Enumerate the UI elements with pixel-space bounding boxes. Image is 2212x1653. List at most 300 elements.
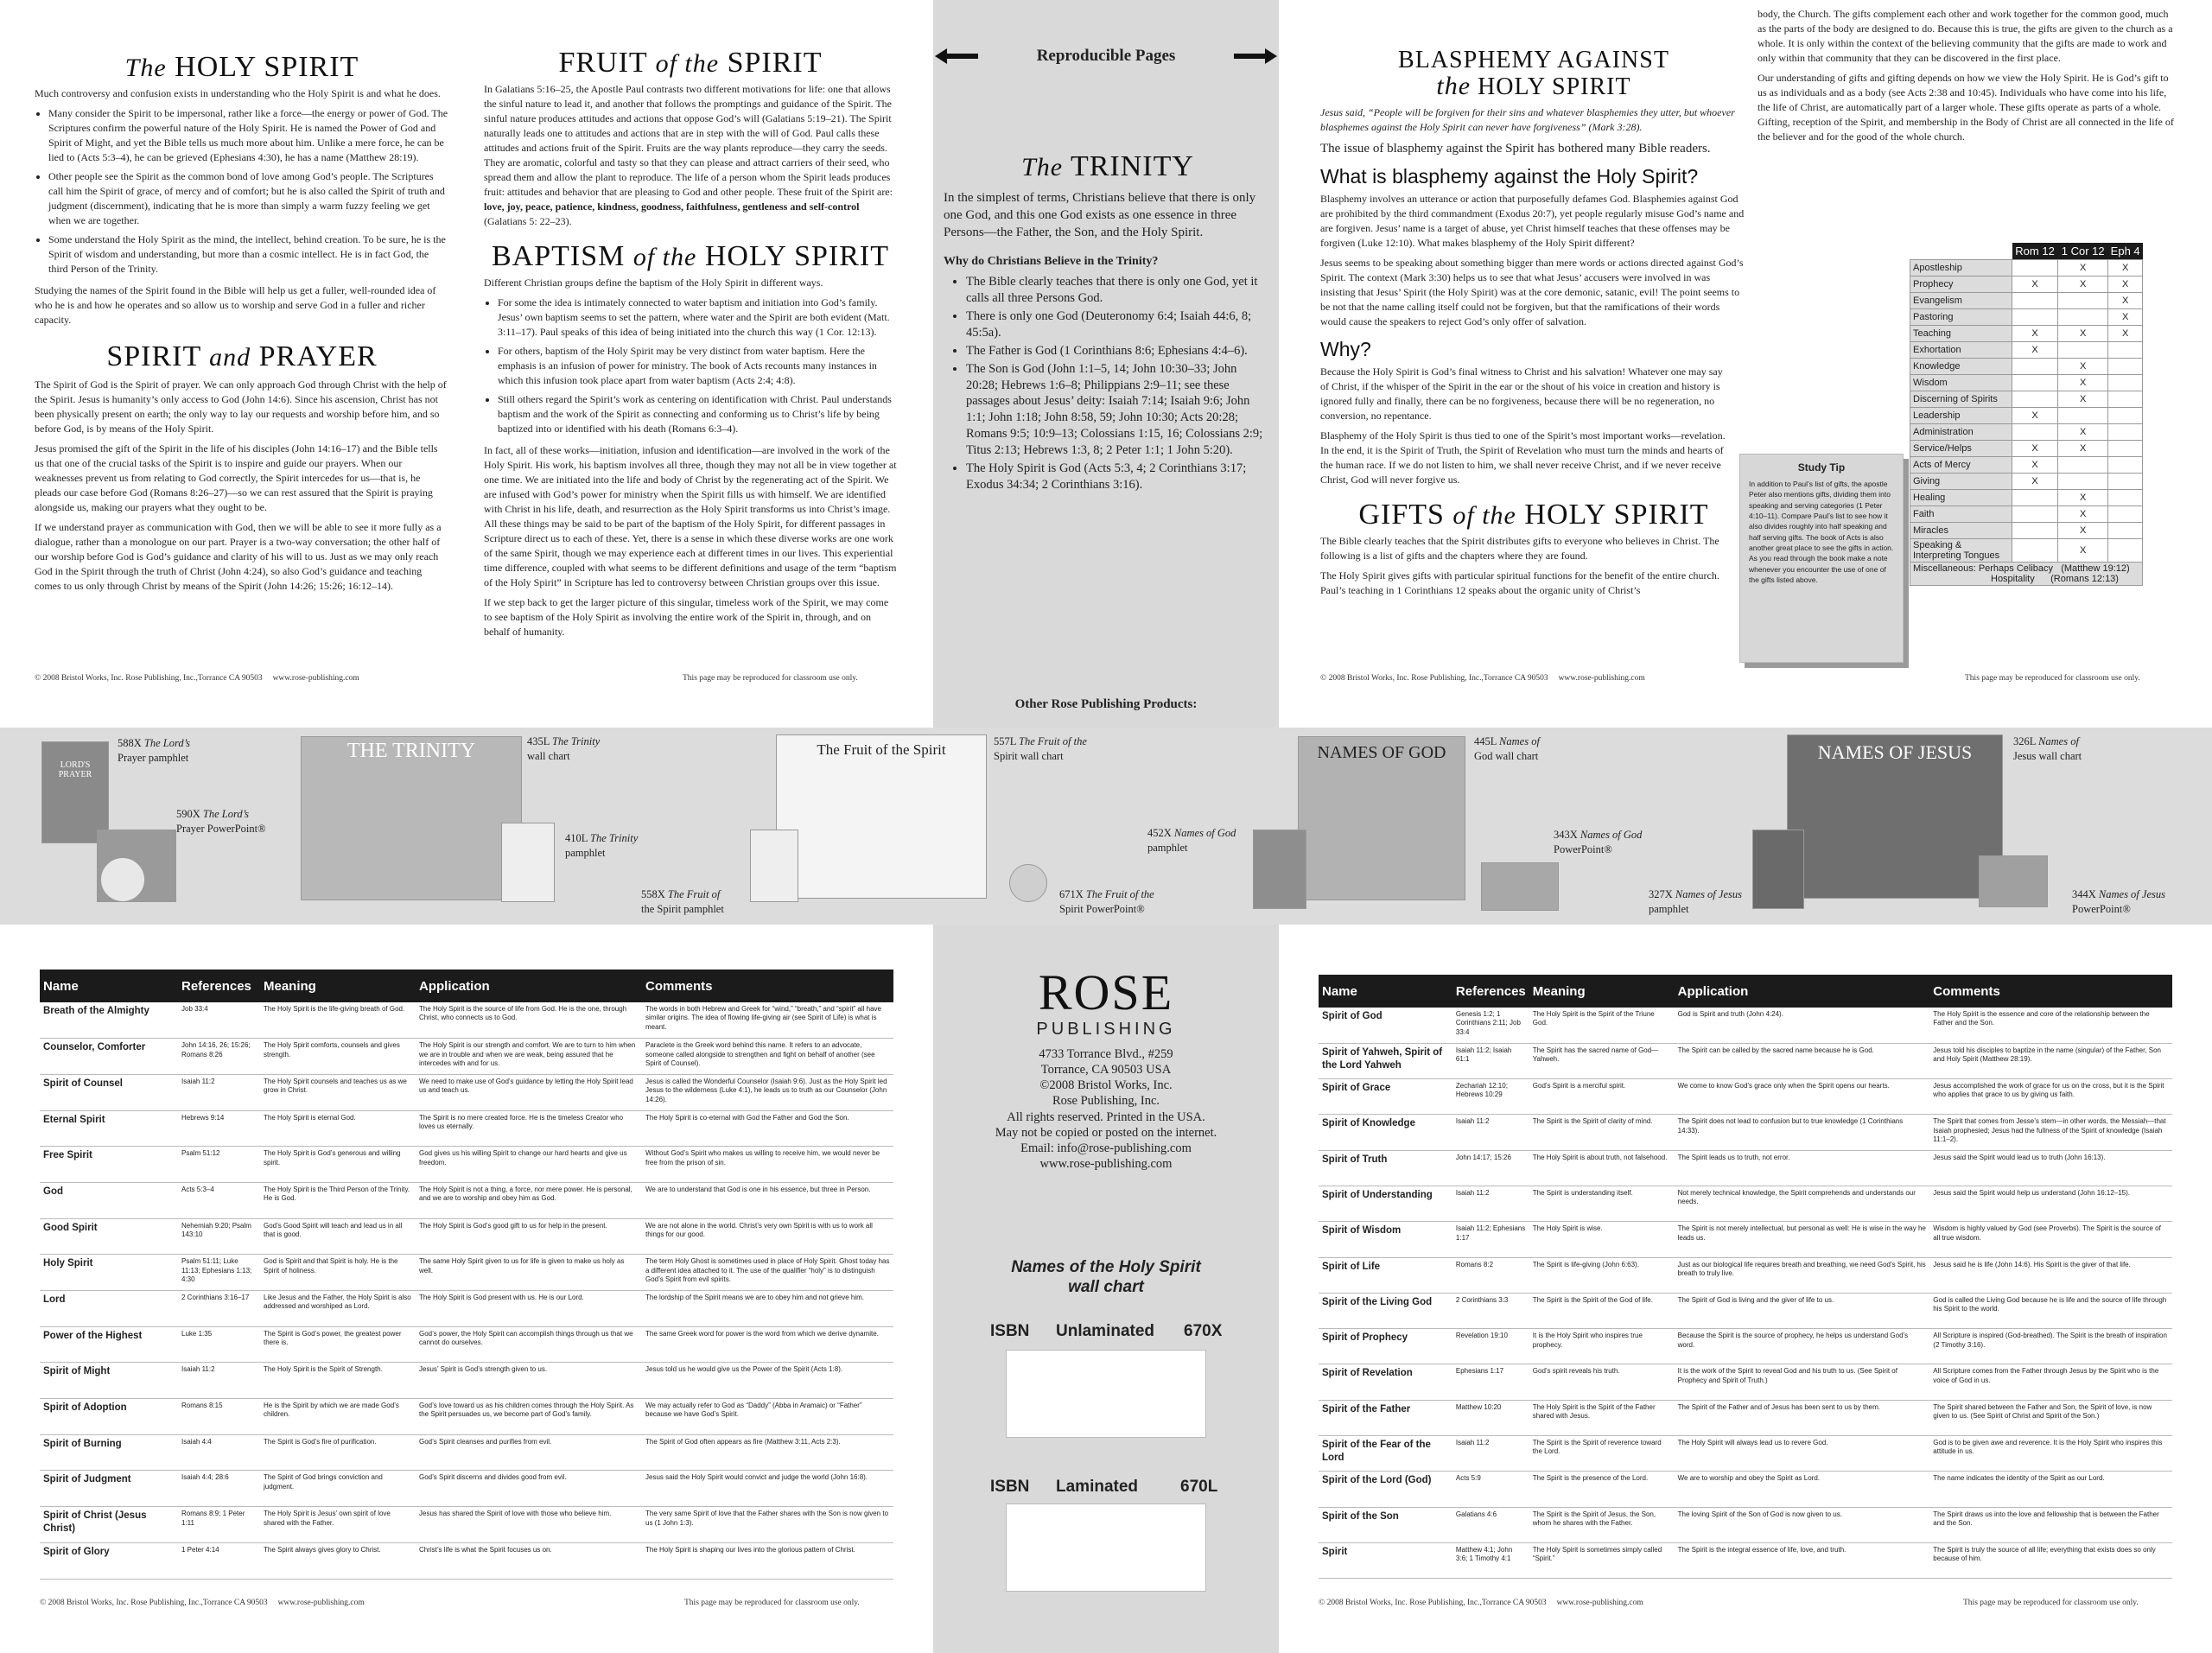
trinity-list — [966, 274, 1272, 493]
references-cell: Job 33:4 — [178, 1002, 260, 1039]
name-cell: Spirit of Glory — [40, 1542, 178, 1579]
comments-cell: Jesus accomplished the work of grace for us on the cross, but it is the Spirit who applies that grace to us by giving us faith. — [1929, 1079, 2172, 1115]
table-row — [40, 1542, 893, 1579]
application-cell: God’s love toward us as his children comes through the Holy Spirit. As the Spirit persuades us, we become part of God’s family. — [416, 1399, 642, 1435]
gift-mark — [2012, 375, 2058, 391]
holy-spirit-bullet: • Many consider the Spirit to be impersonal, rather like a force—the energy or power of God. The Scriptures confirm the powerful nature of the Holy Spirit. He is named the Power of God and Spirit of Might, and yet the Bible tells us much more about him. Unlike a mere force, he can be lied to (Acts 5:3–4), he can be grieved (Ephesians 4:30), he has a name (Matthew 28:19). — [48, 106, 449, 165]
comments-cell: Wisdom is highly valued by God (see Proverbs). The Spirit is the source of all true wisdom. — [1929, 1222, 2172, 1257]
meaning-cell: The Spirit is the presence of the Lord. — [1529, 1472, 1675, 1507]
gift-mark — [2108, 342, 2143, 359]
references-cell: Isaiah 11:2 — [1452, 1115, 1529, 1150]
references-cell: Nehemiah 9:20; Psalm 143:10 — [178, 1218, 260, 1255]
fruit-chart-art-label: The Fruit of the Spirit — [817, 741, 946, 758]
application-cell: Just as our biological life requires breath and breathing, we need God’s Spirit, his breath to truly live. — [1675, 1257, 1930, 1293]
gift-name: Faith — [1910, 506, 2012, 523]
name-cell: Spirit of the Fear of the Lord — [1319, 1436, 1452, 1472]
names-of-god-pamphlet-image — [1253, 830, 1306, 909]
references-cell: Ephesians 1:17 — [1452, 1364, 1529, 1400]
gifts-title: GIFTS of the HOLY SPIRIT — [1358, 499, 1709, 531]
table-row — [1319, 1364, 2172, 1400]
table-row — [1319, 1507, 2172, 1542]
gift-mark — [2108, 359, 2143, 375]
comments-cell: The Holy Spirit is co-eternal with God the Father and God the Son. — [642, 1110, 893, 1147]
meaning-cell: The Holy Spirit is sometimes simply called “Spirit.” — [1529, 1542, 1675, 1578]
references-cell: Psalm 51:12 — [178, 1147, 260, 1183]
gifts-table-row — [1910, 391, 2143, 408]
names-of-jesus-pamphlet-image — [1752, 830, 1804, 909]
name-cell: Spirit of Wisdom — [1319, 1222, 1452, 1257]
gifts-col: Rom 12 — [2012, 243, 2058, 260]
isbn-unlaminated-label: ISBN — [990, 1322, 1030, 1340]
table-row — [1319, 1186, 2172, 1221]
application-cell: God’s Spirit cleanses and purifies from evil. — [416, 1434, 642, 1471]
gift-mark: X — [2108, 260, 2143, 277]
blasphemy-why-heading: Why? — [1320, 338, 1371, 361]
name-cell: Spirit — [1319, 1542, 1452, 1578]
references-cell: Hebrews 9:14 — [178, 1110, 260, 1147]
gift-mark — [2108, 539, 2143, 563]
table-row — [40, 1471, 893, 1507]
meaning-cell: The Spirit is understanding itself. — [1529, 1186, 1675, 1221]
references-cell: Revelation 19:10 — [1452, 1329, 1529, 1364]
table-row — [40, 1291, 893, 1327]
references-cell: Isaiah 11:2 — [178, 1363, 260, 1399]
comments-cell: The lordship of the Spirit means we are to obey him and not grieve him. — [642, 1291, 893, 1327]
gifts-col: 1 Cor 12 — [2058, 243, 2108, 260]
table-row — [40, 1110, 893, 1147]
name-cell: Spirit of Judgment — [40, 1471, 178, 1507]
gift-mark: X — [2058, 441, 2108, 457]
study-tip-body: In addition to Paul’s list of gifts, the apostle Peter also mentions gifts, dividing them into speaking and serving categories (1 Peter 4:10–11). Compare Paul’s list to see how it also divides roughly into half speaking and half serving gifts. The book of Acts is also another great place to see the gifts in action. As you read through the book make a note whenever you encounter the use of one of the gifts listed above. — [1749, 480, 1894, 584]
footer-repro: This page may be reproduced for classroom use only. — [1965, 674, 2140, 683]
names-table-header — [40, 970, 893, 1002]
gift-mark: X — [2058, 523, 2108, 539]
table-row — [1319, 1257, 2172, 1293]
gifts-table-row — [1910, 342, 2143, 359]
meaning-cell: The Holy Spirit is the life-giving breath of God. — [260, 1002, 416, 1039]
panel-top-left — [0, 0, 933, 728]
blasphemy-why-para: Blasphemy of the Holy Spirit is thus tied to one of the Spirit’s most important works—revelation. In the end, it is the Spirit of Truth, the Spirit of Revelation who must turn the minds and hearts of the human race. If we do not listen to him, we shall never receive Christ, and if we never receive Christ, God will never forgive us. — [1320, 429, 1726, 486]
table-row — [1319, 1329, 2172, 1364]
gift-mark — [2108, 523, 2143, 539]
holy-spirit-bullet: • Some understand the Holy Spirit as the mind, the intellect, behind creation. To be sure, he is the Spirit of wisdom and understanding, but more than a cosmic intellect. He is in fact God, the third Person of the Trinity. — [48, 232, 449, 277]
trinity-item: • The Son is God (John 1:1–5, 14; John 10:30–33; John 20:28; Hebrews 1:6–8; Philippians 2:9–11; see these passages about Jesus’ deity: Isaiah 7:14; Isaiah 9:6; John 1:1; John 1:18; John 8:58, 59; John 10:30; Acts 20:28; Romans 9:5; 10:9–13; Colossians 1:15, 16; Colossians 2:9; Titus 2:13; Hebrews 1:3, 8; 2 Peter 1:1; 1 John 5:20). — [966, 361, 1272, 459]
gift-mark — [2012, 523, 2058, 539]
gift-name: Knowledge — [1910, 359, 2012, 375]
table-row — [40, 1507, 893, 1543]
gift-mark: X — [2012, 277, 2058, 293]
table-row — [1319, 1400, 2172, 1435]
gift-mark — [2012, 490, 2058, 506]
gifts-table-row — [1910, 490, 2143, 506]
table-row — [40, 1255, 893, 1291]
product-label-445l: 445L Names of God wall chart — [1474, 735, 1540, 762]
isbn-laminated-kind: Laminated — [1056, 1478, 1139, 1496]
isbn-unlaminated-box — [1006, 1350, 1206, 1438]
fruit-cd-image — [1009, 864, 1047, 902]
trinity-title: The TRINITY — [1021, 150, 1194, 182]
names-table-header — [1319, 975, 2172, 1008]
product-label-327x: 327X Names of Jesus pamphlet — [1649, 888, 1742, 915]
references-cell: John 14:17; 15:26 — [1452, 1150, 1529, 1186]
reproducible-pages-label: Reproducible Pages — [1036, 47, 1176, 65]
fruit-para: In Galatians 5:16–25, the Apostle Paul contrasts two different motivations for life: one that allows the sinful nature to lead it, and another that follows the promptings and guidance of the Spirit. The sinful nature produces attitudes and actions that oppose God’s will (Galatians 5:19–21). The Spirit naturally leads one to attitudes and actions that are in step with the will of God. Paul calls these attitudes and actions fruit of the Spirit. Fruits are the way plants reproduce—they carry the seeds. They are aromatic, colorful and tasty so that they can please and attract carriers of their seed, who spread them and allow the plant to reproduce. The life of a person whom the Spirit leads produces fruit: attitudes and behavior that are pleasing to God and other people. These fruit of the Spirit are: love, joy, peace, patience, kindness, goodness, faithfulness, gentleness and self-control (Galatians 5: 22–23). — [484, 82, 893, 227]
application-cell: The Spirit is the integral essence of life, love, and truth. — [1675, 1542, 1930, 1578]
name-cell: Lord — [40, 1291, 178, 1327]
gift-name: Teaching — [1910, 326, 2012, 342]
comments-cell: The term Holy Ghost is sometimes used in place of Holy Spirit. Ghost today has a different idea attached to it. The use of the qualifier “holy” is to distinguish God’s Spirit from evil spirits. — [642, 1255, 893, 1291]
meaning-cell: The Holy Spirit comforts, counsels and gives strength. — [260, 1039, 416, 1075]
references-cell: Genesis 1:2; 1 Corinthians 2:11; Job 33:4 — [1452, 1008, 1529, 1043]
product-label-452x: 452X Names of God pamphlet — [1147, 827, 1236, 854]
arrow-right-icon — [1234, 48, 1277, 64]
footer-repro: This page may be reproduced for classroom use only. — [683, 674, 858, 683]
gift-name: Miracles — [1910, 523, 2012, 539]
application-cell: We come to know God’s grace only when the Spirit opens our hearts. — [1675, 1079, 1930, 1115]
col-comments: Comments — [642, 970, 893, 1002]
gifts-table-row — [1910, 309, 2143, 326]
name-cell: Breath of the Almighty — [40, 1002, 178, 1039]
col-comments: Comments — [1929, 975, 2172, 1008]
references-cell: Isaiah 11:2 — [1452, 1186, 1529, 1221]
table-row — [40, 1002, 893, 1039]
gift-mark — [2058, 293, 2108, 309]
col-name: Name — [40, 970, 178, 1002]
gift-mark: X — [2108, 309, 2143, 326]
application-cell: The Holy Spirit is God present with us. He is our Lord. — [416, 1291, 642, 1327]
meaning-cell: The Spirit has the sacred name of God—Yahweh. — [1529, 1043, 1675, 1078]
references-cell: Isaiah 4:4; 28:6 — [178, 1471, 260, 1507]
gifts-table-header — [1910, 243, 2143, 260]
other-products-heading: Other Rose Publishing Products: — [1014, 697, 1198, 711]
application-cell: It is the work of the Spirit to reveal God and his truth to us. (See Spirit of Prophecy and Spirit of Truth.) — [1675, 1364, 1930, 1400]
gift-mark — [2058, 408, 2108, 424]
application-cell: The Holy Spirit is our strength and comfort. We are to turn to him when we are in trouble and when we are weak, being assured that he intercedes with and for us. — [416, 1039, 642, 1075]
references-cell: Galatians 4:6 — [1452, 1507, 1529, 1542]
meaning-cell: The Spirit is the Spirit of reverence toward the Lord. — [1529, 1436, 1675, 1472]
meaning-cell: He is the Spirit by which we are made God’s children. — [260, 1399, 416, 1435]
name-cell: Eternal Spirit — [40, 1110, 178, 1147]
comments-cell: The Holy Spirit is shaping our lives into the glorious pattern of Christ. — [642, 1542, 893, 1579]
holy-spirit-title: The HOLY SPIRIT — [124, 51, 359, 83]
gift-mark: X — [2058, 359, 2108, 375]
gift-mark — [2058, 457, 2108, 474]
comments-cell: The very same Spirit of love that the Father shares with the Son is now given to us (1 John 1:3). — [642, 1507, 893, 1543]
gift-name: Evangelism — [1910, 293, 2012, 309]
gift-mark: X — [2012, 474, 2058, 490]
name-cell: Spirit of God — [1319, 1008, 1452, 1043]
spirit-prayer-para: The Spirit of God is the Spirit of prayer. We can only approach God through Christ with the help of the Spirit. Jesus is humanity’s only access to God (John 14:6). Since his ascension, Christ has not been physically present on earth; the only way to lay our requests and worship before him, and so before God, is by means of the Holy Spirit. — [35, 378, 447, 435]
application-cell: Not merely technical knowledge, the Spirit comprehends and understands our needs. — [1675, 1186, 1930, 1221]
gifts-para: The Holy Spirit gives gifts with particular spiritual functions for the benefit of the entire church. Paul’s teaching in 1 Corinthians 12 speaks about the organic unity of Christ’s — [1320, 569, 1719, 597]
holy-spirit-closing: Studying the names of the Spirit found in the Bible will help us get a fuller, well-rounded idea of who he is and how he operates and so allow us to worship and serve God in a fuller and richer capacity. — [35, 284, 436, 327]
holy-spirit-section — [35, 52, 449, 599]
meaning-cell: The Holy Spirit is eternal God. — [260, 1110, 416, 1147]
comments-cell: The Spirit is truly the source of all life; everything that exists does so only because of him. — [1929, 1542, 2172, 1578]
spirit-prayer-title: SPIRIT and PRAYER — [106, 340, 378, 373]
gift-mark: X — [2058, 260, 2108, 277]
table-row — [1319, 1222, 2172, 1257]
gift-mark: X — [2058, 277, 2108, 293]
gift-mark: X — [2012, 342, 2058, 359]
references-cell: 1 Peter 4:14 — [178, 1542, 260, 1579]
trinity-item: • The Holy Spirit is God (Acts 5:3, 4; 2 Corinthians 3:17; Exodus 34:34; 2 Corinthians 3:16). — [966, 461, 1272, 493]
references-cell: Isaiah 4:4 — [178, 1434, 260, 1471]
meaning-cell: The Holy Spirit counsels and teaches us as we grow in Christ. — [260, 1074, 416, 1110]
gifts-para: The Bible clearly teaches that the Spirit distributes gifts to everyone who believes in Christ. The following is a list of gifts and the chapters where they are found. — [1320, 535, 1719, 563]
application-cell: God’s power, the Holy Spirit can accomplish things through us that we cannot do ourselves. — [416, 1326, 642, 1363]
comments-cell: Jesus is called the Wonderful Counselor (Isaiah 9:6). Just as the Holy Spirit led Jesus to the wilderness (Luke 4:1), he leads us to truth as our Counselor (John 14:26). — [642, 1074, 893, 1110]
gift-mark — [2108, 424, 2143, 441]
blasphemy-why-para: Because the Holy Spirit is God’s final witness to Christ and his salvation! Whatever one may say of Christ, if the whisper of the Spirit in the ear or the shout of his voice in creation and history is ignored fully and finally, there can be no forgiveness, because there will be no regeneration, no conversion, no repentance. — [1320, 366, 1723, 423]
name-cell: Spirit of Revelation — [1319, 1364, 1452, 1400]
wall-chart-title: Names of the Holy Spirit wall chart — [1011, 1258, 1201, 1296]
application-cell: The Spirit of God is living and the giver of life to us. — [1675, 1293, 1930, 1328]
gifts-table-row — [1910, 523, 2143, 539]
gifts-table-row — [1910, 277, 2143, 293]
gift-name: Pastoring — [1910, 309, 2012, 326]
gift-mark — [2108, 375, 2143, 391]
application-cell: The Spirit can be called by the sacred name because he is God. — [1675, 1043, 1930, 1078]
product-label-590x: 590X The Lord’s Prayer PowerPoint® — [176, 808, 266, 835]
meaning-cell: The Spirit is God’s fire of purification. — [260, 1434, 416, 1471]
gift-mark: X — [2012, 408, 2058, 424]
gifts-table-row — [1910, 408, 2143, 424]
comments-cell: The words in both Hebrew and Greek for “wind,” “breath,” and “spirit” all have similar origins. The idea of flowing life-giving air (see Spirit of Life) is what is meant. — [642, 1002, 893, 1039]
application-cell: God gives us his willing Spirit to change our hard hearts and give us freedom. — [416, 1147, 642, 1183]
name-cell: Free Spirit — [40, 1147, 178, 1183]
isbn-laminated-label: ISBN — [990, 1478, 1030, 1496]
lords-prayer-art-label: LORD'S PRAYER — [58, 760, 92, 779]
meaning-cell: The Spirit is God’s power, the greatest power there is. — [260, 1326, 416, 1363]
references-cell: Isaiah 11:2; Ephesians 1:17 — [1452, 1222, 1529, 1257]
study-tip-box — [1739, 454, 1904, 663]
footer-copyright: © 2008 Bristol Works, Inc. Rose Publishing, Inc.,Torrance CA 90503 www.rose-publishing.com — [40, 1599, 365, 1607]
comments-cell: Jesus said the Spirit would help us understand (John 16:12–15). — [1929, 1186, 2172, 1221]
name-cell: Spirit of Yahweh, Spirit of the Lord Yahweh — [1319, 1043, 1452, 1078]
name-cell: Spirit of Adoption — [40, 1399, 178, 1435]
comments-cell: God is to be given awe and reverence. It is the Holy Spirit who inspires this attitude in us. — [1929, 1436, 2172, 1472]
baptism-bullet: • For others, baptism of the Holy Spirit may be very distinct from water baptism. Here the emphasis is an infusion of power for ministry. The book of Acts recounts many instances in which this infusion took place apart from water baptism (Acts 2:4; 4:8). — [498, 344, 897, 388]
references-cell: Matthew 10:20 — [1452, 1400, 1529, 1435]
blasphemy-title: BLASPHEMY AGAINST the HOLY SPIRIT — [1398, 47, 1669, 101]
table-row — [40, 1182, 893, 1218]
name-cell: Spirit of Truth — [1319, 1150, 1452, 1186]
gifts-table-row — [1910, 359, 2143, 375]
product-label-343x: 343X Names of God PowerPoint® — [1554, 829, 1643, 855]
fruit-wall-chart-image — [776, 734, 987, 899]
product-label-557l: 557L The Fruit of the Spirit wall chart — [994, 735, 1087, 762]
blasphemy-lead: The issue of blasphemy against the Spirit has bothered many Bible readers. — [1320, 141, 1711, 156]
comments-cell: The same Greek word for power is the word from which we derive dynamite. — [642, 1326, 893, 1363]
gift-name: Giving — [1910, 474, 2012, 490]
name-cell: Spirit of the Lord (God) — [1319, 1472, 1452, 1507]
gift-mark: X — [2058, 506, 2108, 523]
table-row — [1319, 1472, 2172, 1507]
isbn-unlaminated-kind: Unlaminated — [1056, 1322, 1155, 1340]
application-cell: Jesus has shared the Spirit of love with those who believe him. — [416, 1507, 642, 1543]
application-cell: God is Spirit and truth (John 4:24). — [1675, 1008, 1930, 1043]
gift-mark: X — [2012, 326, 2058, 342]
gift-mark — [2108, 457, 2143, 474]
references-cell: Romans 8:15 — [178, 1399, 260, 1435]
gift-mark: X — [2058, 490, 2108, 506]
isbn-laminated-code: 670L — [1180, 1478, 1218, 1496]
gift-name: Exhortation — [1910, 342, 2012, 359]
table-row — [1319, 1542, 2172, 1578]
gifts-table-row — [1910, 293, 2143, 309]
names-of-jesus-ppt-image — [1979, 855, 2048, 907]
meaning-cell: The Holy Spirit is the Third Person of the Trinity. He is God. — [260, 1182, 416, 1218]
references-cell: Psalm 51:11; Luke 11:13; Ephesians 1:13; 4:30 — [178, 1255, 260, 1291]
product-label-344x: 344X Names of Jesus PowerPoint® — [2072, 888, 2165, 915]
gift-mark: X — [2058, 391, 2108, 408]
col-references: References — [178, 970, 260, 1002]
col-references: References — [1452, 975, 1529, 1008]
table-row — [40, 1039, 893, 1075]
name-cell: Spirit of Knowledge — [1319, 1115, 1452, 1150]
comments-cell: The Spirit draws us into the love and fellowship that is between the Father and the Son. — [1929, 1507, 2172, 1542]
gift-mark: X — [2108, 293, 2143, 309]
rose-publishing-block — [950, 964, 1262, 1172]
spirit-prayer-para: Jesus promised the gift of the Spirit in the life of his disciples (John 14:16–17) and the Bible tells us that one of the crucial tasks of the Spirit is to inspire and guide our prayers. When our weaknesses prevent us from relating to God correctly, the Spirit intercedes for us—that is, he pleads our case before God (Romans 8:26–27)—so we can rest assured that the Spirit is praying alongside us, making our prayers what they ought to be. — [35, 442, 438, 514]
meaning-cell: The Spirit is the Spirit of clarity of mind. — [1529, 1115, 1675, 1150]
comments-cell: We are to understand that God is one in his essence, but three in Person. — [642, 1182, 893, 1218]
application-cell: The Holy Spirit is God’s good gift to us for help in the present. — [416, 1218, 642, 1255]
gift-mark — [2058, 309, 2108, 326]
gift-mark — [2108, 391, 2143, 408]
gifts-right-para: body, the Church. The gifts complement each other and work together for the common good, much as the parts of the body are designed to do. Because this is true, the gifts are given to the church as a whole. It is only within the context of the believing community that the gifts are made to work and only within that community that they can be discovered in the first place. — [1758, 8, 2173, 65]
trinity-chart-art-label: THE TRINITY — [346, 740, 476, 762]
meaning-cell: The Holy Spirit is wise. — [1529, 1222, 1675, 1257]
rose-logo-sub: PUBLISHING — [1036, 1020, 1176, 1039]
gift-name: Service/Helps — [1910, 441, 2012, 457]
gift-mark — [2058, 474, 2108, 490]
references-cell: John 14:16, 26; 15:26; Romans 8:26 — [178, 1039, 260, 1075]
gift-mark: X — [2058, 326, 2108, 342]
table-row — [1319, 1150, 2172, 1186]
footer-repro: This page may be reproduced for classroom use only. — [1963, 1599, 2139, 1607]
gift-mark — [2012, 391, 2058, 408]
comments-cell: The Spirit shared between the Father and Son, the Spirit of love, is now given to us. (See Spirit of Christ and Spirit of the Son.) — [1929, 1400, 2172, 1435]
references-cell: Isaiah 11:2 — [1452, 1436, 1529, 1472]
gift-mark — [2012, 506, 2058, 523]
names-of-god-ppt-image — [1481, 862, 1559, 911]
gift-mark — [2108, 490, 2143, 506]
baptism-bullet: • For some the idea is intimately connected to water baptism and initiation into God’s family. Jesus’ own baptism seems to set the pattern, where water and the Spirit are both evident (Matt. 3:11–17). Paul speaks of this idea of being initiated into the church this way (1 Cor. 12:13). — [498, 296, 897, 340]
comments-cell: Jesus told us he would give us the Power of the Spirit (Acts 1:8). — [642, 1363, 893, 1399]
comments-cell: Jesus said he is life (John 14:6). His Spirit is the giver of that life. — [1929, 1257, 2172, 1293]
application-cell: Jesus’ Spirit is God’s strength given to us. — [416, 1363, 642, 1399]
fruit-title: FRUIT of the SPIRIT — [558, 47, 823, 79]
name-cell: God — [40, 1182, 178, 1218]
references-cell: Isaiah 11:2; Isaiah 61:1 — [1452, 1043, 1529, 1078]
application-cell: The Spirit leads us to truth, not error. — [1675, 1150, 1930, 1186]
col-meaning: Meaning — [1529, 975, 1675, 1008]
references-cell: Acts 5:3–4 — [178, 1182, 260, 1218]
baptism-bullet: • Still others regard the Spirit’s work as centering on identification with Christ. Paul understands baptism and the work of the Spirit as connecting and conforming us to Christ’s life by being baptized into or identified with his death (Romans 6:3–4). — [498, 392, 897, 436]
names-god-art-label: NAMES OF GOD — [1317, 743, 1446, 762]
trinity-section — [944, 151, 1272, 494]
meaning-cell: Like Jesus and the Father, the Holy Spirit is also addressed and worshiped as Lord. — [260, 1291, 416, 1327]
table-row — [40, 1399, 893, 1435]
trinity-heading: Why do Christians Believe in the Trinity? — [944, 255, 1159, 269]
meaning-cell: God’s Good Spirit will teach and lead us in all that is good. — [260, 1218, 416, 1255]
gifts-table-row — [1910, 539, 2143, 563]
gifts-table-row — [1910, 474, 2143, 490]
gift-mark — [2012, 309, 2058, 326]
meaning-cell: God’s Spirit is a merciful spirit. — [1529, 1079, 1675, 1115]
comments-cell: God is called the Living God because he is life and the source of life through his Spirit to the world. — [1929, 1293, 2172, 1328]
comments-cell: All Scripture comes from the Father through Jesus by the Spirit who is the voice of God in us. — [1929, 1364, 2172, 1400]
comments-cell: Without God’s Spirit who makes us willing to receive him, we would never be free from the prison of sin. — [642, 1147, 893, 1183]
lords-prayer-cd-image — [100, 857, 145, 902]
gifts-misc-row — [1910, 563, 2143, 586]
gift-mark: X — [2108, 326, 2143, 342]
blasphemy-para: Jesus seems to be speaking about something bigger than mere words or actions directed against God’s Spirit. The context (Mark 3:30) helps us to see that what Jesus’ accusers were involved in was insisting that Jesus’ Spirit (the Holy Spirit) was at the core demonic, satanic, evil! The point seems to be not that the name calling itself could not be forgiven, but that the ramifications of their words would cause the speakers to reject God’s only offer of salvation. — [1320, 257, 1744, 328]
application-cell: The Holy Spirit is the source of life from God. He is the one, through Christ, who connects us to God. — [416, 1002, 642, 1039]
gifts-table-row — [1910, 506, 2143, 523]
references-cell: Isaiah 11:2 — [178, 1074, 260, 1110]
gifts-table — [1910, 243, 2143, 586]
names-jesus-art-label: NAMES OF JESUS — [1817, 741, 1973, 763]
gift-mark: X — [2058, 539, 2108, 563]
gift-name: Speaking & Interpreting Tongues — [1910, 539, 2012, 563]
references-cell: Romans 8:2 — [1452, 1257, 1529, 1293]
gifts-col-empty — [1910, 243, 2012, 260]
comments-cell: Paraclete is the Greek word behind this name. It refers to an advocate, someone called alongside to strengthen and fight on behalf of another (see Spirit of Counsel). — [642, 1039, 893, 1075]
application-cell: The loving Spirit of the Son of God is now given to us. — [1675, 1507, 1930, 1542]
name-cell: Spirit of Understanding — [1319, 1186, 1452, 1221]
name-cell: Holy Spirit — [40, 1255, 178, 1291]
name-cell: Spirit of the Son — [1319, 1507, 1452, 1542]
spirit-prayer-para: If we understand prayer as communication with God, then we will be able to see it more fully as a dialogue, rather than a monologue on our part. Prayer is a two-way conversation; the other half of our worship before God is God’s guidance and clarity of his will to us. Just as we may only reach God in the Spirit through the truth of Christ (John 4:24), so also God’s guidance and teaching comes to us only through Christ by means of the Spirit (John 14:26; 15:26; 16:12–14). — [35, 521, 442, 593]
gift-mark: X — [2108, 277, 2143, 293]
application-cell: The Spirit does not lead to confusion but to true knowledge (1 Corinthians 14:33). — [1675, 1115, 1930, 1150]
footer-copyright: © 2008 Bristol Works, Inc. Rose Publishing, Inc.,Torrance CA 90503 www.rose-publishing.com — [1319, 1599, 1643, 1607]
comments-cell: We may actually refer to God as “Daddy” (Abba in Aramaic) or “Father” because we have God’s Spirit. — [642, 1399, 893, 1435]
fruit-section — [484, 48, 897, 645]
comments-cell: Jesus said the Spirit would lead us to truth (John 16:13). — [1929, 1150, 2172, 1186]
references-cell: Matthew 4:1; John 3:6; 1 Timothy 4:1 — [1452, 1542, 1529, 1578]
gifts-table-row — [1910, 375, 2143, 391]
gift-mark — [2058, 342, 2108, 359]
col-meaning: Meaning — [260, 970, 416, 1002]
rose-address: 4733 Torrance Blvd., #259 Torrance, CA 90503 USA ©2008 Bristol Works, Inc. Rose Publishing, Inc. All rights reserved. Printed in the USA. May not be copied or posted on the internet. Email: info@rose-publishing.com www.rose-publishing.com — [995, 1047, 1217, 1171]
baptism-title: BAPTISM of the HOLY SPIRIT — [491, 240, 890, 272]
gift-mark: X — [2012, 441, 2058, 457]
name-cell: Counselor, Comforter — [40, 1039, 178, 1075]
meaning-cell: It is the Holy Spirit who inspires true prophecy. — [1529, 1329, 1675, 1364]
trinity-item: • The Bible clearly teaches that there is only one God, yet it calls all three Persons God. — [966, 274, 1272, 307]
product-label-558x: 558X The Fruit of the Spirit pamphlet — [641, 888, 724, 915]
gift-mark — [2012, 293, 2058, 309]
meaning-cell: The Holy Spirit is Jesus’ own spirit of love shared with the Father. — [260, 1507, 416, 1543]
baptism-intro: Different Christian groups define the baptism of the Holy Spirit in different ways. — [484, 276, 823, 289]
gift-name: Administration — [1910, 424, 2012, 441]
gift-mark — [2108, 408, 2143, 424]
comments-cell: We are not alone in the world. Christ’s very own Spirit is with us to work all things for our good. — [642, 1218, 893, 1255]
name-cell: Spirit of the Living God — [1319, 1293, 1452, 1328]
name-cell: Spirit of the Father — [1319, 1400, 1452, 1435]
table-row — [1319, 1293, 2172, 1328]
table-row — [1319, 1008, 2172, 1043]
footer-repro: This page may be reproduced for classroom use only. — [684, 1599, 860, 1607]
meaning-cell: The Holy Spirit is about truth, not falsehood. — [1529, 1150, 1675, 1186]
references-cell: 2 Corinthians 3:3 — [1452, 1293, 1529, 1328]
comments-cell: Jesus told his disciples to baptize in the name (singular) of the Father, Son and Holy Spirit (Matthew 28:19). — [1929, 1043, 2172, 1078]
application-cell: We are to worship and obey the Spirit as Lord. — [1675, 1472, 1930, 1507]
